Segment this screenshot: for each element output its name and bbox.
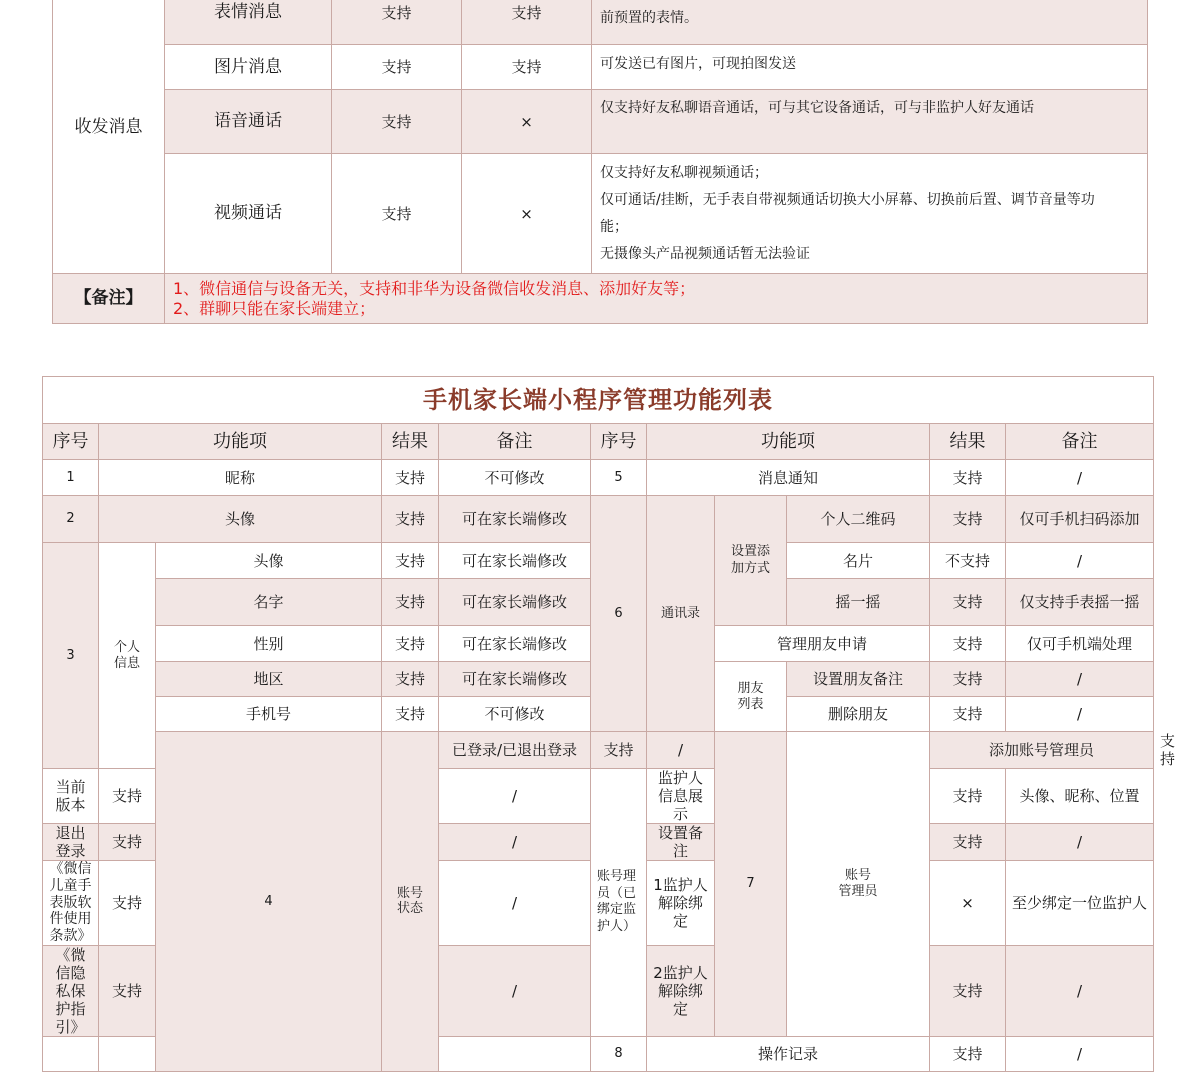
remark-line: 1、微信通信与设备无关，支持和非华为设备微信收发消息、添加好友等；: [173, 278, 696, 298]
result-cell: 支持: [332, 45, 462, 90]
function-cell: 2监护人解除绑定: [647, 945, 715, 1036]
mgmt-function-table: [42, 376, 1176, 1072]
function-cell: 已登录/已退出登录: [439, 732, 591, 769]
function-cell: 摇一摇: [787, 579, 930, 626]
subgroup-cell: 账号理 员（已 绑定监 护人）: [591, 769, 647, 1037]
note-cell: 头像、昵称、位置: [1006, 769, 1154, 824]
note-cell: /: [1006, 662, 1154, 697]
note-cell: /: [1006, 543, 1154, 579]
note-cell: /: [647, 732, 715, 769]
seq-cell: 7: [715, 732, 787, 1037]
note-cell: [592, 0, 1148, 45]
group-cell: 账号 状态: [382, 732, 439, 1072]
result-cell: 支持: [332, 154, 462, 274]
function-cell: 头像: [156, 543, 382, 579]
result-cell: 支持: [930, 460, 1006, 496]
function-cell: 名片: [787, 543, 930, 579]
result-cell: 支持: [332, 90, 462, 154]
table-row: [43, 460, 1154, 496]
function-cell: 1监护人解除绑定: [647, 861, 715, 946]
result-cell: 支持: [99, 861, 156, 946]
function-cell: 性别: [156, 626, 382, 662]
function-cell: 表情消息: [165, 0, 332, 45]
function-cell: 视频通话: [165, 154, 332, 274]
seq-cell: 6: [591, 496, 647, 732]
table-row: [43, 496, 1154, 543]
result-cell: 支持: [930, 579, 1006, 626]
header-seq: 序号: [591, 424, 647, 460]
seq-cell: 5: [591, 460, 647, 496]
note-cell: 可在家长端修改: [439, 662, 591, 697]
note-cell: 不可修改: [439, 697, 591, 732]
note-cell: [592, 154, 1148, 274]
remark-label: 【备注】: [53, 274, 165, 324]
note-cell: [439, 1036, 591, 1071]
note-cell: /: [439, 769, 591, 824]
result-cell: ×: [462, 154, 592, 274]
result-cell: 支持: [930, 626, 1006, 662]
note-line: 可发送已有图片，可现拍图发送: [600, 56, 796, 72]
header-func: 功能项: [99, 424, 382, 460]
result-cell: ×: [462, 90, 592, 154]
result-cell: 支持: [382, 579, 439, 626]
note-cell: 可在家长端修改: [439, 543, 591, 579]
result-cell: 支持: [382, 460, 439, 496]
header-result: 结果: [382, 424, 439, 460]
header-note: 备注: [1006, 424, 1154, 460]
table-row: [53, 45, 1148, 90]
group-cell: 通讯录: [647, 496, 715, 732]
note-cell: 不可修改: [439, 460, 591, 496]
result-cell: 支持: [462, 45, 592, 90]
table-row: 4 账号 状态 已登录/已退出登录 支持 / 7 账号 管理员 添加账号管理员 支持: [43, 732, 1154, 769]
function-cell: 管理朋友申请: [715, 626, 930, 662]
function-cell: 消息通知: [647, 460, 930, 496]
function-cell: [43, 1036, 99, 1071]
result-cell: ×: [930, 861, 1006, 946]
result-cell: 支持: [930, 697, 1006, 732]
table-row: [53, 90, 1148, 154]
note-line: 前预置的表情。: [600, 10, 698, 26]
header-row: [43, 424, 1154, 460]
note-cell: /: [439, 861, 591, 946]
remark-row: [53, 274, 1148, 324]
note-line: 能；: [600, 218, 628, 235]
note-line: 仅支持好友私聊视频通话；: [600, 164, 768, 181]
note-cell: /: [1006, 460, 1154, 496]
result-cell: 不支持: [930, 543, 1006, 579]
result-cell: 支持: [382, 626, 439, 662]
note-cell: 可在家长端修改: [439, 496, 591, 543]
result-cell: 支持: [382, 662, 439, 697]
result-cell: 支持: [930, 1036, 1006, 1071]
function-cell: 删除朋友: [787, 697, 930, 732]
result-cell: 支持: [382, 543, 439, 579]
function-cell: 当前版本: [43, 769, 99, 824]
result-cell: [99, 1036, 156, 1071]
subgroup-cell: 设置添 加方式: [715, 496, 787, 626]
note-cell: 仅可手机端处理: [1006, 626, 1154, 662]
function-cell: 头像: [99, 496, 382, 543]
header-func: 功能项: [647, 424, 930, 460]
note-cell: 至少绑定一位监护人: [1006, 861, 1154, 946]
function-cell: 语音通话: [165, 90, 332, 154]
note-cell: [592, 90, 1148, 154]
function-cell: 手机号: [156, 697, 382, 732]
result-cell: 支持: [930, 769, 1006, 824]
result-cell: 支持: [99, 769, 156, 824]
result-cell: 支持: [99, 945, 156, 1036]
result-cell: 支持: [930, 662, 1006, 697]
function-cell: 添加账号管理员: [930, 732, 1154, 769]
group-label: 收发消息: [53, 0, 165, 274]
note-cell: 仅支持手表摇一摇: [1006, 579, 1154, 626]
result-cell: 支持: [930, 824, 1006, 861]
table-row: [53, 0, 1148, 45]
title-row: [43, 377, 1154, 424]
group-cell: 账号 管理员: [787, 732, 930, 1037]
seq-cell: 2: [43, 496, 99, 543]
group-cell: 个人 信息: [99, 543, 156, 769]
function-cell: 设置朋友备注: [787, 662, 930, 697]
remark-line: 2、群聊只能在家长端建立；: [173, 298, 376, 318]
result-cell: 支持: [99, 824, 156, 861]
result-cell: 支持: [332, 0, 462, 45]
function-cell: 地区: [156, 662, 382, 697]
header-seq: 序号: [43, 424, 99, 460]
subgroup-cell: 朋友 列表: [715, 662, 787, 732]
function-cell: 设置备注: [647, 824, 715, 861]
result-cell: 支持: [930, 945, 1006, 1036]
note-line: 无摄像头产品视频通话暂无法验证: [600, 245, 810, 262]
header-note: 备注: [439, 424, 591, 460]
note-cell: /: [439, 824, 591, 861]
note-cell: /: [1006, 1036, 1154, 1071]
function-cell: 图片消息: [165, 45, 332, 90]
result-cell: 支持: [382, 496, 439, 543]
function-cell: 名字: [156, 579, 382, 626]
table-title: 手机家长端小程序管理功能列表: [43, 377, 1154, 424]
note-cell: /: [439, 945, 591, 1036]
function-cell: 监护人信息展示: [647, 769, 715, 824]
note-cell: 可在家长端修改: [439, 579, 591, 626]
seq-cell: 8: [591, 1036, 647, 1071]
result-cell: 支持: [930, 496, 1006, 543]
note-cell: /: [1006, 945, 1154, 1036]
seq-cell: 3: [43, 543, 99, 769]
note-cell: 可在家长端修改: [439, 626, 591, 662]
seq-cell: 4: [156, 732, 382, 1072]
result-cell: 支持: [382, 697, 439, 732]
table-row: [53, 154, 1148, 274]
header-result: 结果: [930, 424, 1006, 460]
result-cell: 支持: [462, 0, 592, 45]
function-cell: 个人二维码: [787, 496, 930, 543]
function-cell: 退出登录: [43, 824, 99, 861]
seq-cell: 1: [43, 460, 99, 496]
remark-text: [165, 274, 1148, 324]
note-cell: [592, 45, 1148, 90]
note-cell: 仅可手机扫码添加: [1006, 496, 1154, 543]
note-cell: /: [1006, 697, 1154, 732]
messaging-table: [52, 0, 1148, 324]
note-line: 仅可通话/挂断，无手表自带视频通话切换大小屏幕、切换前后置、调节音量等功: [600, 191, 1095, 208]
function-cell: 操作记录: [647, 1036, 930, 1071]
function-cell: 昵称: [99, 460, 382, 496]
function-cell: 《微信隐私保护指引》: [43, 945, 99, 1036]
function-cell: 《微信儿童手表版软件使用条款》: [43, 861, 99, 946]
note-line: 仅支持好友私聊语音通话，可与其它设备通话，可与非监护人好友通话: [600, 100, 1034, 116]
note-cell: /: [1006, 824, 1154, 861]
result-cell: 支持: [591, 732, 647, 769]
